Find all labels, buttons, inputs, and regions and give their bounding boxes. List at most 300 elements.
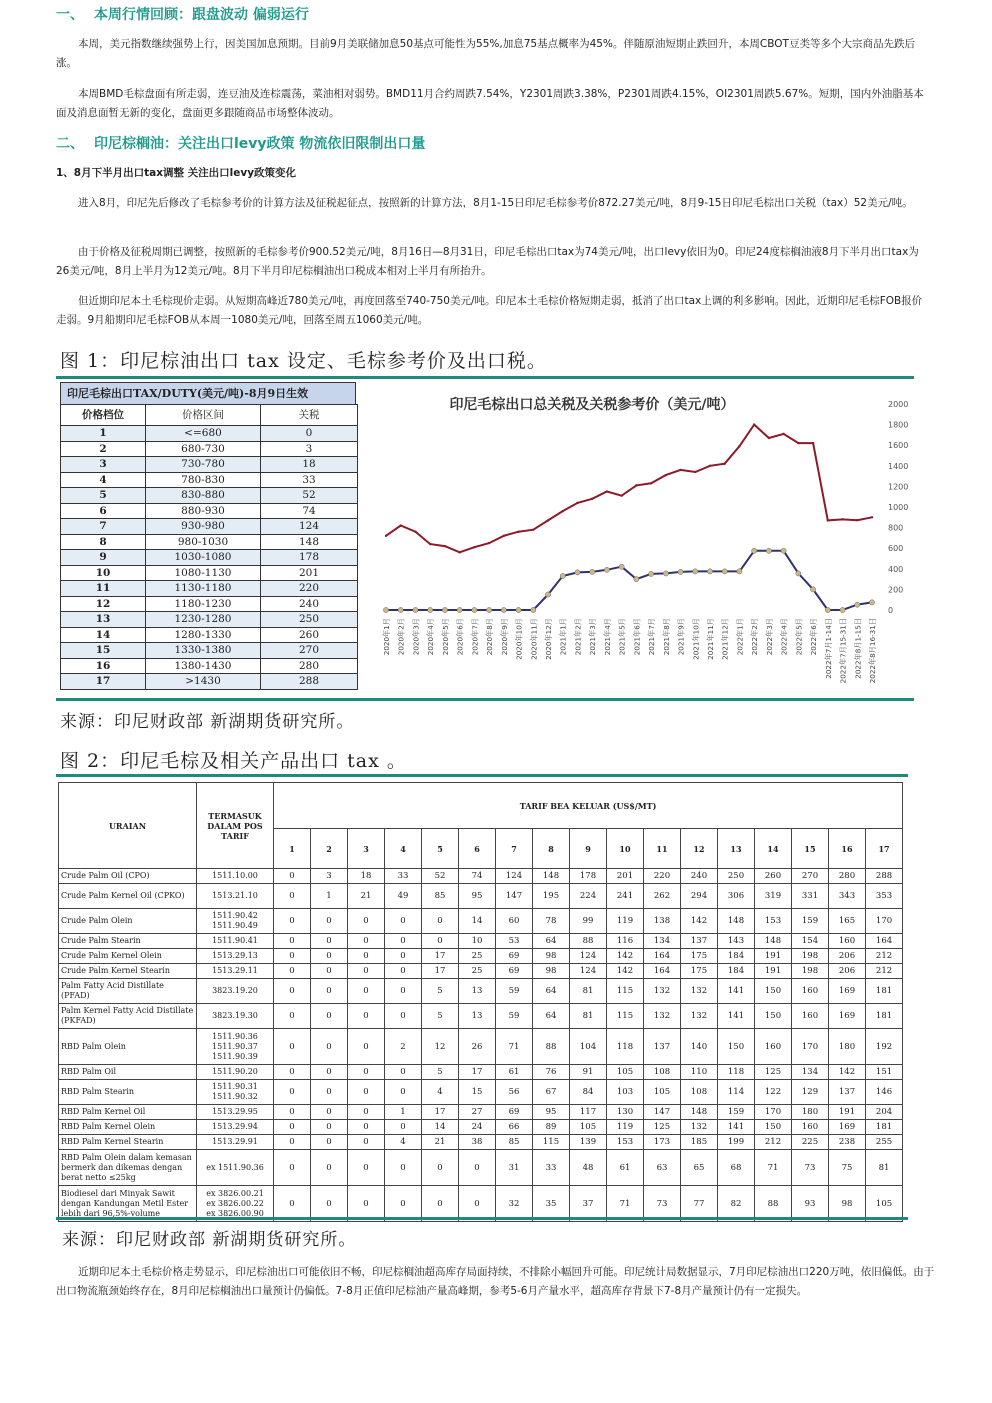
tariff-value: 137 [829,1080,866,1105]
tariff-value: 119 [607,909,644,934]
tariff-value: 150 [718,1029,755,1065]
data-point [413,607,418,612]
series-line [386,551,872,610]
duty-cell: 260 [261,627,358,643]
tariff-level-header: 10 [607,829,644,869]
tariff-value: 78 [533,909,570,934]
tariff-value: 192 [866,1029,903,1065]
x-tick-label: 2020年5月 [440,618,450,656]
range-cell: <=680 [146,426,261,442]
tariff-value: 0 [274,1029,311,1065]
tariff-value: 180 [792,1105,829,1120]
paragraph-5: 但近期印尼本土毛棕现价走弱。从短期高峰近780美元/吨，再度回落至740-750美元/吨。印尼本土毛棕价格短期走弱，抵消了出口tax上调的利多影响。因此，近期印尼毛棕FOB报价走弱。9月船期印尼毛棕FOB从本周一1080美元/吨，回落至周五1060美元/吨。 [56,295,923,326]
x-tick-label: 2022年4月 [779,618,789,656]
tax-table-row [61,426,358,442]
duty-cell: 148 [261,534,358,550]
tariff-value: 212 [866,949,903,964]
figure-1-source: 来源：印尼财政部 新湖期货研究所。 [60,712,355,732]
tariff-value: 48 [570,1150,607,1186]
tariff-value: 108 [644,1065,681,1080]
tariff-value: 169 [829,1120,866,1135]
tariff-value: 0 [311,934,348,949]
data-point [575,570,580,575]
tariff-value: 159 [718,1105,755,1120]
tariff-table-grid [58,782,903,1222]
tariff-value: 165 [829,909,866,934]
tariff-value: 353 [866,884,903,909]
sub-heading: 1、8月下半月出口tax调整 关注出口levy政策变化 [56,167,297,179]
tariff-value: 212 [866,964,903,979]
tariff-row [59,1135,903,1150]
product-name: Crude Palm Oil (CPO) [59,869,197,884]
tariff-value: 105 [644,1080,681,1105]
tariff-value: 64 [533,934,570,949]
data-point [531,607,536,612]
x-tick-label: 2022年1月 [735,618,745,656]
tariff-level-header: 12 [681,829,718,869]
data-point [825,607,830,612]
tariff-value: 134 [792,1065,829,1080]
tariff-value: 85 [496,1135,533,1150]
level-cell: 7 [61,519,146,535]
tariff-value: 343 [829,884,866,909]
duty-cell: 288 [261,674,358,690]
range-cell: 930-980 [146,519,261,535]
duty-cell: 270 [261,643,358,659]
tariff-value: 81 [570,1004,607,1029]
tax-table-row [61,643,358,659]
tax-table-row [61,596,358,612]
tariff-value: 118 [607,1029,644,1065]
level-cell: 13 [61,612,146,628]
tariff-value: 0 [385,1186,422,1222]
level-cell: 11 [61,581,146,597]
tariff-value: 0 [348,1150,385,1186]
data-point [503,535,505,537]
data-point [486,607,491,612]
data-point [782,433,784,435]
tariff-value: 148 [681,1105,718,1120]
tariff-value: 98 [533,964,570,979]
product-name: Crude Palm Olein [59,909,197,934]
tariff-value: 0 [348,1004,385,1029]
tariff-value: 115 [533,1135,570,1150]
tariff-value: 69 [496,1105,533,1120]
section-heading-2 [56,133,425,153]
tariff-table [58,782,903,1222]
tariff-level-header: 7 [496,829,533,869]
duty-cell: 3 [261,441,358,457]
range-cell: 780-830 [146,472,261,488]
tax-table-row [61,658,358,674]
data-point [473,546,475,548]
data-point [457,607,462,612]
tariff-row [59,1080,903,1105]
level-cell: 4 [61,472,146,488]
header-level: 价格档位 [61,405,146,426]
tariff-value: 288 [866,869,903,884]
tariff-value: 0 [348,1186,385,1222]
tax-table-row [61,457,358,473]
range-cell: 1330-1380 [146,643,261,659]
y-tick-label: 800 [888,523,904,533]
data-point [856,519,858,521]
x-tick-label: 2020年1月 [382,618,391,656]
data-point [827,519,829,521]
tariff-value: 0 [348,964,385,979]
pos-tarif: 1511.90.36 1511.90.37 1511.90.39 [197,1029,274,1065]
data-point [810,587,815,592]
figure-2-source: 来源：印尼财政部 新湖期货研究所。 [62,1230,357,1250]
tariff-level-header: 16 [829,829,866,869]
x-tick-label: 2022年7月1-14日 [823,618,833,679]
x-tick-label: 2022年3月 [764,618,774,656]
section-number: 一、 [56,7,84,23]
tariff-value: 17 [422,1105,459,1120]
paragraph-1: 本周，美元指数继续强势上行，因美国加息预期。目前9月美联储加息50基点可能性为55%,加息75基点概率为45%。伴随原油短期止跌回升，本周CBOT豆类等多个大宗商品先跌后涨。 [56,38,915,69]
tariff-value: 25 [459,964,496,979]
tariff-value: 0 [274,1186,311,1222]
tariff-level-header: 14 [755,829,792,869]
tariff-row [59,884,903,909]
tariff-value: 0 [385,1004,422,1029]
tariff-value: 160 [792,1004,829,1029]
tariff-value: 124 [496,869,533,884]
data-point [752,548,757,553]
paragraph-6: 近期印尼本土毛棕价格走势显示，印尼棕油出口可能依旧不畅，印尼棕榈油超高库存局面持续，不排除小幅回升可能。印尼统计局数据显示，7月印尼棕油出口220万吨，依旧偏低。由于出口物流瓶颈始终存在，8月印尼棕榈油出口量预计仍偏低。7-8月正值印尼棕油产量高峰期，参考5-6月产量水平，超高库存背景下7-8月产量预计仍有一定损失。 [56,1266,935,1297]
product-name: RBD Palm Kernel Stearin [59,1135,197,1150]
tariff-value: 132 [644,1004,681,1029]
tariff-value: 0 [385,909,422,934]
tax-table-row [61,441,358,457]
tariff-value: 191 [829,1105,866,1120]
tariff-value: 0 [274,964,311,979]
tariff-value: 175 [681,949,718,964]
level-cell: 6 [61,503,146,519]
tariff-value: 151 [866,1065,903,1080]
product-name: Crude Palm Kernel Olein [59,949,197,964]
tariff-value: 181 [866,1004,903,1029]
duty-cell: 220 [261,581,358,597]
tariff-row [59,1065,903,1080]
x-tick-label: 2020年9月 [499,618,509,656]
level-cell: 17 [61,674,146,690]
x-tick-label: 2021年2月 [573,618,583,656]
tariff-value: 64 [533,979,570,1004]
tariff-value: 71 [607,1186,644,1222]
data-point [841,518,843,520]
tax-table-header [61,405,358,426]
level-cell: 8 [61,534,146,550]
tariff-value: 0 [311,1135,348,1150]
y-tick-label: 400 [888,564,904,574]
tariff-value: 69 [496,949,533,964]
tariff-value: 175 [681,964,718,979]
tariff-value: 0 [311,949,348,964]
tariff-value: 0 [274,1105,311,1120]
tariff-value: 0 [385,964,422,979]
range-cell: >1430 [146,674,261,690]
tariff-value: 103 [607,1080,644,1105]
tariff-value: 0 [311,1150,348,1186]
pos-tarif: 3823.19.20 [197,979,274,1004]
tariff-value: 0 [311,979,348,1004]
data-point [738,445,740,447]
tariff-value: 0 [274,949,311,964]
tariff-level-header: 2 [311,829,348,869]
tariff-value: 195 [533,884,570,909]
tariff-value: 132 [681,1004,718,1029]
tariff-value: 14 [459,909,496,934]
x-tick-label: 2020年12月 [544,618,553,660]
data-point [414,531,416,533]
duty-cell: 74 [261,503,358,519]
data-point [663,571,668,576]
tariff-value: 5 [422,979,459,1004]
duty-cell: 250 [261,612,358,628]
data-point [458,551,460,553]
tariff-value: 13 [459,979,496,1004]
tariff-value: 331 [792,884,829,909]
data-point [547,519,549,521]
y-tick-label: 600 [888,544,904,554]
tariff-value: 59 [496,1004,533,1029]
tariff-value: 204 [866,1105,903,1120]
tariff-value: 61 [607,1150,644,1186]
tax-table-row [61,581,358,597]
tariff-value: 153 [755,909,792,934]
tariff-value: 0 [311,1105,348,1120]
tariff-value: 66 [496,1120,533,1135]
tariff-value: 105 [607,1065,644,1080]
pos-tarif: 1511.90.42 1511.90.49 [197,909,274,934]
tariff-row [59,964,903,979]
range-cell: 730-780 [146,457,261,473]
tax-table-row [61,488,358,504]
data-point [650,482,652,484]
tariff-value: 114 [718,1080,755,1105]
tax-table-caption: 印尼毛棕出口TAX/DUTY(美元/吨)-8月9日生效 [60,382,356,404]
tariff-value: 270 [792,869,829,884]
tariff-value: 33 [385,869,422,884]
tariff-value: 74 [459,869,496,884]
tariff-value: 0 [459,1186,496,1222]
tariff-value: 0 [385,949,422,964]
tariff-value: 146 [866,1080,903,1105]
tariff-value: 68 [718,1150,755,1186]
section-title: 印尼棕榈油：关注出口levy政策 物流依旧限制出口量 [94,136,426,152]
tariff-value: 69 [496,964,533,979]
tariff-value: 24 [459,1120,496,1135]
range-cell: 1080-1130 [146,565,261,581]
tariff-value: 12 [422,1029,459,1065]
tariff-value: 220 [644,869,681,884]
pos-tarif: 1513.21.10 [197,884,274,909]
data-point [591,498,593,500]
tariff-row [59,869,903,884]
tariff-value: 49 [385,884,422,909]
x-tick-label: 2021年8月 [661,618,671,656]
tariff-row [59,1120,903,1135]
tax-table-row [61,627,358,643]
tariff-value: 0 [348,949,385,964]
product-name: RBD Palm Olein [59,1029,197,1065]
data-point [840,607,845,612]
tariff-value: 147 [496,884,533,909]
paragraph-2: 本周BMD毛棕盘面有所走弱，连豆油及连棕震荡，菜油相对弱势。BMD11月合约周跌7.54%，Y2301周跌3.38%，P2301周跌4.15%，OI2301周跌5.67%。短期，国内外油脂基本面及消息面暂无新的变化，盘面更多跟随商品市场整体波动。 [56,88,924,119]
range-cell: 980-1030 [146,534,261,550]
tax-table-grid [60,404,358,690]
tariff-value: 185 [681,1135,718,1150]
tariff-row [59,1004,903,1029]
tariff-value: 173 [644,1135,681,1150]
tariff-value: 148 [755,934,792,949]
tariff-value: 53 [496,934,533,949]
tariff-value: 224 [570,884,607,909]
y-tick-label: 1000 [888,503,909,512]
tariff-value: 17 [422,964,459,979]
tariff-value: 61 [496,1065,533,1080]
tariff-value: 180 [829,1029,866,1065]
tariff-value: 124 [570,964,607,979]
tariff-value: 4 [422,1080,459,1105]
y-tick-label: 0 [888,606,894,615]
duty-cell: 201 [261,565,358,581]
data-point [634,577,639,582]
tariff-value: 71 [496,1029,533,1065]
x-tick-label: 2021年6月 [632,618,642,656]
tariff-value: 159 [792,909,829,934]
tax-table-row [61,472,358,488]
tariff-value: 138 [644,909,681,934]
tariff-value: 201 [607,869,644,884]
figure-1-bottom-rule [56,698,914,701]
data-point [768,437,770,439]
tariff-value: 130 [607,1105,644,1120]
pos-tarif: 1511.90.20 [197,1065,274,1080]
header-range: 价格区间 [146,405,261,426]
x-tick-label: 2021年12月 [720,618,730,660]
x-tick-label: 2022年7月15-31日 [838,618,848,684]
duty-cell: 124 [261,519,358,535]
tariff-value: 77 [681,1186,718,1222]
tariff-value: 132 [681,979,718,1004]
x-tick-label: 2020年10月 [514,618,524,660]
tariff-value: 0 [348,979,385,1004]
tariff-value: 260 [755,869,792,884]
data-point [796,571,801,576]
y-tick-label: 200 [888,585,904,595]
tariff-value: 150 [755,979,792,1004]
x-tick-label: 2021年11月 [706,618,715,660]
tariff-row [59,1105,903,1120]
x-tick-label: 2022年6月 [809,618,819,656]
tariff-value: 93 [792,1186,829,1222]
tariff-value: 0 [311,1120,348,1135]
tariff-value: 117 [570,1105,607,1120]
tariff-value: 99 [570,909,607,934]
data-point [812,442,814,444]
x-tick-label: 2021年5月 [617,618,627,656]
data-point [678,569,683,574]
tariff-value: 63 [644,1150,681,1186]
tariff-value: 88 [533,1029,570,1065]
tariff-value: 17 [422,949,459,964]
pos-tarif: 3823.19.30 [197,1004,274,1029]
tariff-value: 306 [718,884,755,909]
section-title: 本周行情回顾：跟盘波动 偏弱运行 [94,7,309,23]
data-point [429,543,431,545]
pos-tarif: 1511.90.31 1511.90.32 [197,1080,274,1105]
pos-tarif: 1513.29.13 [197,949,274,964]
tariff-value: 160 [792,1120,829,1135]
data-point [400,524,402,526]
line-chart [362,382,914,696]
product-name: Crude Palm Kernel Oil (CPKO) [59,884,197,909]
pos-tarif: 1513.29.95 [197,1105,274,1120]
tariff-value: 0 [348,1065,385,1080]
tariff-value: 262 [644,884,681,909]
tariff-value: 0 [311,1186,348,1222]
tax-table-row [61,519,358,535]
tariff-value: 0 [311,909,348,934]
tariff-level-header: 1 [274,829,311,869]
x-tick-label: 2021年4月 [602,618,612,656]
tariff-value: 143 [718,934,755,949]
tariff-value: 164 [866,934,903,949]
tariff-value: 81 [866,1150,903,1186]
tariff-value: 198 [792,949,829,964]
tariff-value: 141 [718,1004,755,1029]
duty-cell: 18 [261,457,358,473]
figure-2-top-rule [56,774,908,777]
tax-table-row [61,550,358,566]
tariff-value: 319 [755,884,792,909]
product-name: RBD Palm Stearin [59,1080,197,1105]
data-point [648,571,653,576]
data-point [385,535,387,537]
tariff-value: 0 [348,1029,385,1065]
tariff-value: 13 [459,1004,496,1029]
paragraph-4: 由于价格及征税周期已调整，按照新的毛棕参考价900.52美元/吨，8月16日—8月31日，印尼毛棕出口tax为74美元/吨，出口levy依旧为0。印尼24度棕榈油液8月下半月出口tax为26美元/吨，8月上半月为12美元/吨。8月下半月印尼棕榈油出口税成本相对上半月有所抬升。 [56,246,919,277]
tariff-value: 88 [570,934,607,949]
tariff-value: 84 [570,1080,607,1105]
data-point [606,490,608,492]
tariff-value: 76 [533,1065,570,1080]
x-tick-label: 2021年7月 [647,618,657,656]
tax-table-row [61,503,358,519]
tariff-value: 150 [755,1004,792,1029]
tariff-value: 95 [533,1105,570,1120]
tariff-value: 241 [607,884,644,909]
tariff-value: 0 [274,869,311,884]
tariff-value: 169 [829,979,866,1004]
data-point [707,569,712,574]
tariff-value: 98 [533,949,570,964]
tariff-value: 0 [422,934,459,949]
data-point [472,607,477,612]
data-point [724,463,726,465]
tariff-value: 0 [422,1150,459,1186]
data-point [722,569,727,574]
data-point [620,494,622,496]
tariff-value: 0 [348,934,385,949]
tariff-value: 0 [385,1150,422,1186]
tariff-value: 85 [422,884,459,909]
tariff-value: 0 [274,979,311,1004]
tariff-value: 280 [829,869,866,884]
tariff-value: 0 [385,979,422,1004]
